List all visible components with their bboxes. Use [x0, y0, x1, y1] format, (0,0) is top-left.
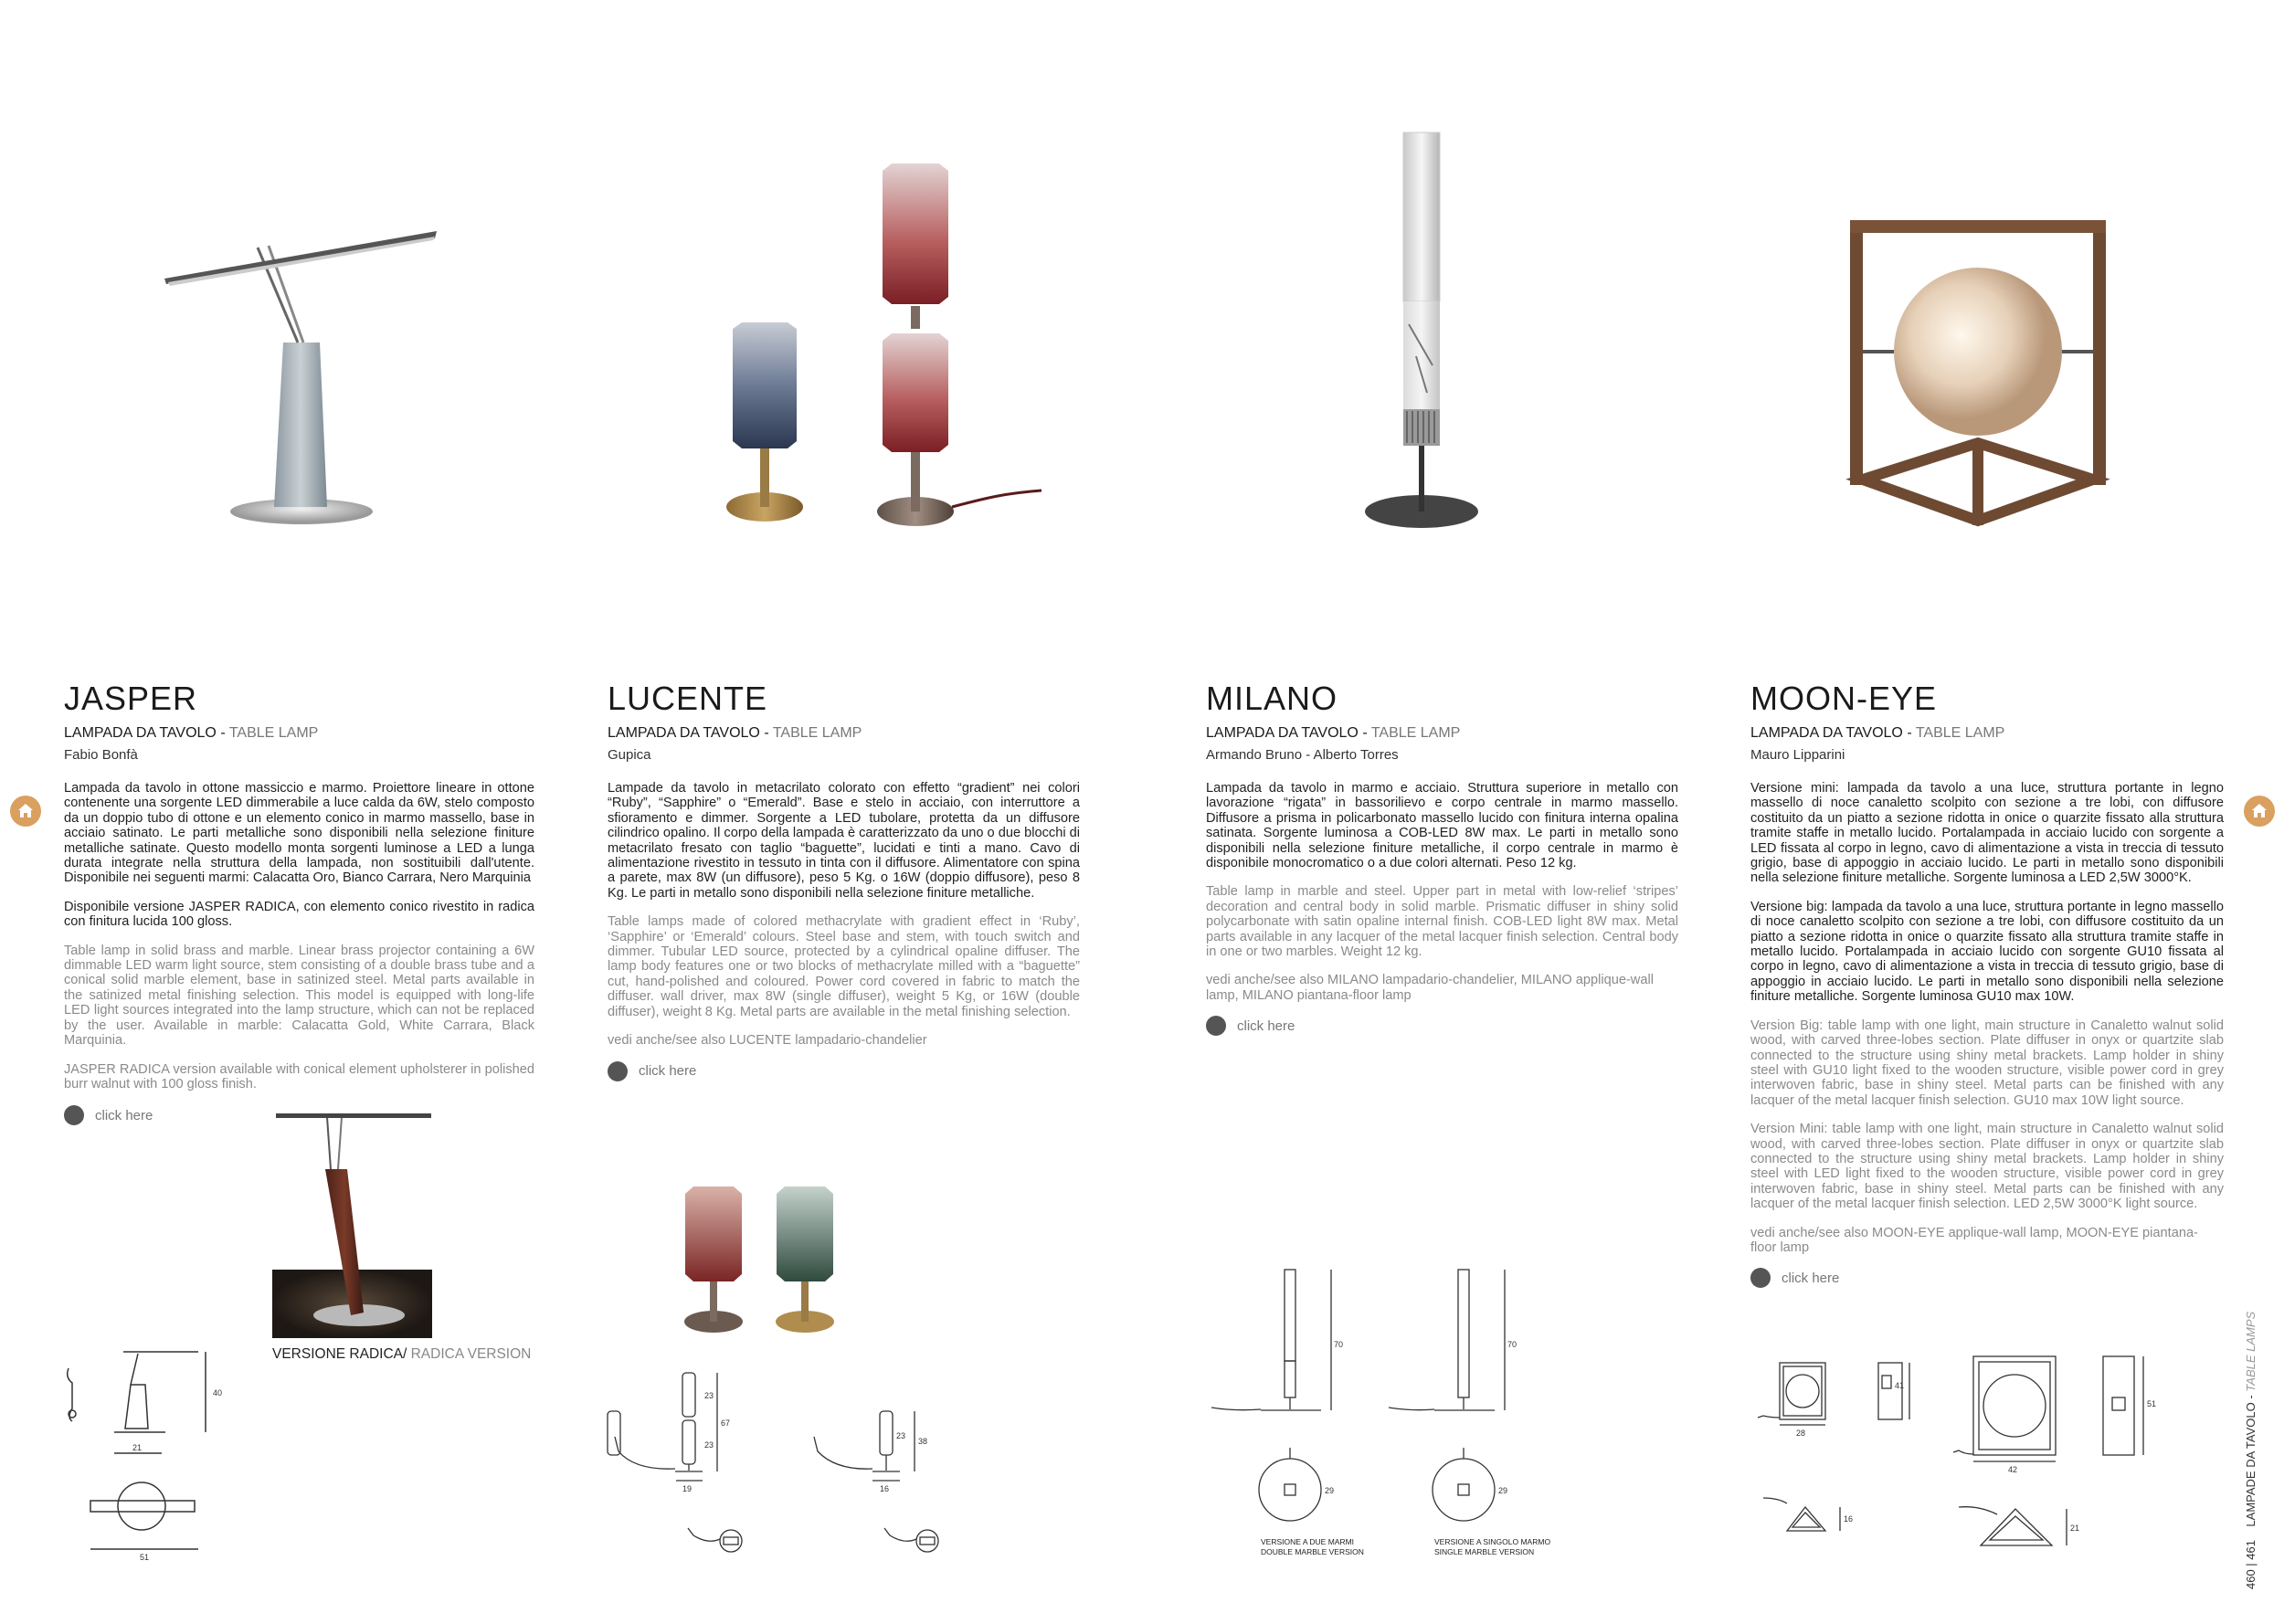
description-it: Versione mini: lampada da tavolo a una luce, struttura portante in legno massello di noce canaletto scolpito con sezione a tre lobi, con diffusore costituito da un piatto a sezione ridotta in onice o quarzite fissato alla struttura tramite staffe in metallo lucido. Portalampada in acciaio lucido con sorgente a LED fissata al corpo in legno, cavo di alimentazione a vista in treccia di tessuto grigio, base di appoggio in acciaio lucido. Le parti in metallo sono disponibili nella selezione finiture metalliche. Sorgente luminosa a LED 2,5W 3000°K. [1750, 781, 2224, 886]
product-type: LAMPADA DA TAVOLO - TABLE LAMP [608, 725, 862, 741]
product-type: LAMPADA DA TAVOLO - TABLE LAMP [1750, 725, 2005, 741]
jasper-radica-image [272, 1110, 432, 1338]
description-en: Table lamp in marble and steel. Upper part in metal with low-relief ‘stripes’ decoration and central body in solid marble. Prismatic diffuser in shiny solid polycarbonate with satin opaline internal finish. COB-LED light 8W max. Metal parts available in any lacquer of the metal lacquer finish selection. Central body in one or two marbles. Weight 12 kg. [1206, 884, 1678, 960]
dim-base: 21 [132, 1443, 143, 1452]
see-also: vedi anche/see also LUCENTE lampadario-chandelier [608, 1033, 927, 1049]
description-it: Lampada da tavolo in marmo e acciaio. Struttura superiore in metallo con lavorazione “rigata” in bassorilievo e corpo centrale in marmo massello. Diffusore a prisma in policarbonato massello lucido con finitura interna opalina satinata. Sorgente luminosa a COB-LED 8W max. Le parti in metallo sono disponibili nella selezione finiture metalliche, il corpo centrale in marmo è disponibile monocromatico o a due colori alternati. Peso 12 kg. [1206, 781, 1678, 871]
version-single-caption: VERSIONE A SINGOLO MARMO SINGLE MARBLE VERSION [1434, 1537, 1551, 1556]
dim-diameter: 29 [1325, 1486, 1335, 1495]
moon-eye-lamp-image [1841, 215, 2115, 534]
dim-width-big: 42 [2008, 1465, 2018, 1474]
dim-length: 51 [140, 1553, 150, 1562]
dim-upper-single: 23 [896, 1431, 906, 1440]
jasper-technical-drawing [59, 1341, 242, 1569]
product-milano [1206, 680, 1678, 1036]
lucente-technical-drawing [608, 1366, 973, 1562]
description-en: Version Big: table lamp with one light, main structure in Canaletto walnut solid wood, with carved three-lobes section. Plate diffuser in onyx or quartzite slab connected to the structure using shiny metal brackets. Lamp holder in shiny steel with GU10 light fixed to the wooden structure, visible power cord in grey interwoven fabric, base in shiny steel. Metal parts can be finished with any lacquer of the metal lacquer finish selection. GU10 max 10W light source. [1750, 1018, 2224, 1108]
product-title: MOON-EYE [1750, 680, 1938, 717]
dim-height-big: 51 [2147, 1399, 2157, 1408]
dim-width-mini: 28 [1796, 1429, 1806, 1438]
dim-base: 19 [682, 1484, 693, 1493]
section-label-en: TABLE LAMPS [2244, 1311, 2258, 1396]
home-button-right[interactable] [2244, 796, 2275, 827]
designer-name: Gupica [608, 747, 651, 763]
description-it: Lampade da tavolo in metacrilato colorato con effetto “gradient” nei colori “Ruby”, “Sapphire” o “Emerald”. Base e stelo in acciaio, con interruttore a sfioramento e dimmer. Sorgente a LED tubolare, protetta da un diffusore cilindrico opalino. Il corpo della lampada è caratterizzato da uno o due blocchi di metacrilato fresato con taglio “baguette”, lucidati e tinti a mano. Cavo di alimentazione rivestito in tessuto in tinta con il diffusore. Alimentatore con spina a parete, max 8W (un diffusore), peso 5 Kg. o 16W (doppio diffusore), peso 8 Kg. Le parti in metallo sono disponibili nella selezione finiture metalliche. [608, 781, 1080, 901]
dim-height-single: 70 [1507, 1340, 1517, 1349]
description-en-2: Version Mini: table lamp with one light, main structure in Canaletto walnut solid wood, with carved three-lobes section. Plate diffuser in onyx or quartzite slab connected to the structure using shiny metal brackets. Lamp holder in shiny steel with LED light fixed to the wooden structure, visible power cord in grey interwoven fabric, base in shiny steel. Metal parts can be finished with any lacquer of the metal lacquer finish selection. LED 2,5W 3000°K light source. [1750, 1122, 2224, 1212]
dim-upper: 23 [704, 1391, 714, 1400]
lucente-lamp-image [713, 160, 1069, 543]
dim-height: 70 [1334, 1340, 1344, 1349]
dim-base-single: 16 [880, 1484, 890, 1493]
see-also: vedi anche/see also MILANO lampadario-chandelier, MILANO applique-wall lamp, MILANO piantana-floor lamp [1206, 973, 1654, 1003]
dim-depth-mini: 16 [1844, 1514, 1854, 1524]
home-icon [16, 802, 35, 820]
click-here-link[interactable]: click here [1206, 1016, 1678, 1036]
designer-name: Mauro Lipparini [1750, 747, 1845, 763]
product-lucente [608, 680, 1080, 1081]
dim-total-single: 38 [918, 1437, 928, 1446]
product-type: LAMPADA DA TAVOLO - TABLE LAMP [1206, 725, 1461, 741]
milano-technical-drawing [1206, 1265, 1571, 1548]
click-here-link[interactable]: click here [608, 1061, 1080, 1081]
bullet-dot-icon [64, 1105, 84, 1125]
product-jasper [64, 680, 534, 1125]
product-title: MILANO [1206, 680, 1338, 717]
product-title: JASPER [64, 680, 198, 717]
click-here-link[interactable]: click here [1750, 1268, 2224, 1288]
moon-eye-technical-drawing [1750, 1352, 2157, 1571]
description-en: Table lamps made of colored methacrylate with gradient effect in ‘Ruby’, ‘Sapphire’ or ‘Emerald’ colours. Steel base and stem, with touch switch and dimmer. Tubular LED source, protected by a cylindrical opaline diffuser. The lamp body features one or two blocks of methacrylate milled with a “baguette” cut, hand-polished and coloured. Power cord covered in fabric to match the diffuser. wall driver, max 8W (single diffuser), weight 5 Kg, or 16W (double diffuser), weight 8 Kg. Metal parts are available in the metal finishing selection. [608, 914, 1080, 1019]
milano-lamp-image [1361, 128, 1480, 539]
description-en-2: JASPER RADICA version available with conical element upholsterer in polished burr walnut with 100 gloss finish. [64, 1061, 534, 1091]
description-en: Table lamp in solid brass and marble. Linear brass projector containing a 6W dimmable LED warm light source, stem consisting of a double brass tube and a conical solid marble element, base in satinized steel. Metal parts available in the satinized metal finishing selection. This model is equipped with long-life LED light sources integrated into the lamp structure, which can not be replaced by the user. Available in marble: Calacatta Gold, White Carrara, Black Marquinia. [64, 943, 534, 1049]
jasper-lamp-image [146, 215, 448, 543]
radica-caption: VERSIONE RADICA/ RADICA VERSION [272, 1346, 532, 1362]
page-numbers: 460 | 461 [2244, 1540, 2258, 1589]
section-label-it: LAMPADE DA TAVOLO - [2244, 1395, 2258, 1527]
bullet-dot-icon [608, 1061, 628, 1081]
dim-total: 67 [721, 1418, 731, 1428]
bullet-dot-icon [1206, 1016, 1226, 1036]
dim-depth-big: 21 [2070, 1524, 2080, 1533]
description-it-2: Versione big: lampada da tavolo a una luce, struttura portante in legno massello di noce canaletto scolpito con sezione a tre lobi, con diffusore costituito da un piatto a sezione ridotta in onice o quarzite fissato alla struttura tramite staffe in metallo lucido. Portalampada in acciaio lucido con sorgente GU10 fissata al corpo in legno, cavo di alimentazione a vista in treccia di tessuto grigio, base di appoggio in acciaio lucido. Le parti in metallo sono disponibili nella selezione finiture metalliche. Sorgente luminosa GU10 max 10W. [1750, 899, 2224, 1005]
description-it: Lampada da tavolo in ottone massiccio e marmo. Proiettore lineare in ottone contenente una sorgente LED dimmerabile a luce calda da 6W, stelo composto da un doppio tubo di ottone e un elemento conico in marmo massello, base in acciaio satinato. Le parti metalliche sono disponibili nella selezione finiture metalliche satinate. Questo modello monta sorgenti luminose a LED a lunga durata integrate nella struttura della lampada, non sostituibili dall'utente. Disponibile nei seguenti marmi: Calacatta Oro, Bianco Carrara, Nero Marquinia [64, 781, 534, 886]
dim-lower: 23 [704, 1440, 714, 1450]
designer-name: Fabio Bonfà [64, 747, 138, 763]
lucente-small-image [671, 1183, 850, 1343]
dim-height-mini: 41 [1895, 1381, 1905, 1390]
product-type: LAMPADA DA TAVOLO - TABLE LAMP [64, 725, 319, 741]
product-title: LUCENTE [608, 680, 768, 717]
version-double-caption: VERSIONE A DUE MARMI DOUBLE MARBLE VERSION [1261, 1537, 1364, 1556]
dim-diameter-single: 29 [1498, 1486, 1508, 1495]
home-icon [2250, 802, 2268, 820]
product-moon-eye [1750, 680, 2224, 1288]
page-side-label [2244, 1312, 2258, 1589]
bullet-dot-icon [1750, 1268, 1771, 1288]
description-it-2: Disponibile versione JASPER RADICA, con elemento conico rivestito in radica con finitura lucida 100 gloss. [64, 899, 534, 930]
see-also: vedi anche/see also MOON-EYE applique-wall lamp, MOON-EYE piantana-floor lamp [1750, 1225, 2198, 1255]
designer-name: Armando Bruno - Alberto Torres [1206, 747, 1399, 763]
dim-height: 40 [213, 1388, 223, 1397]
home-button-left[interactable] [10, 796, 41, 827]
click-here-link[interactable]: click here [64, 1105, 534, 1125]
